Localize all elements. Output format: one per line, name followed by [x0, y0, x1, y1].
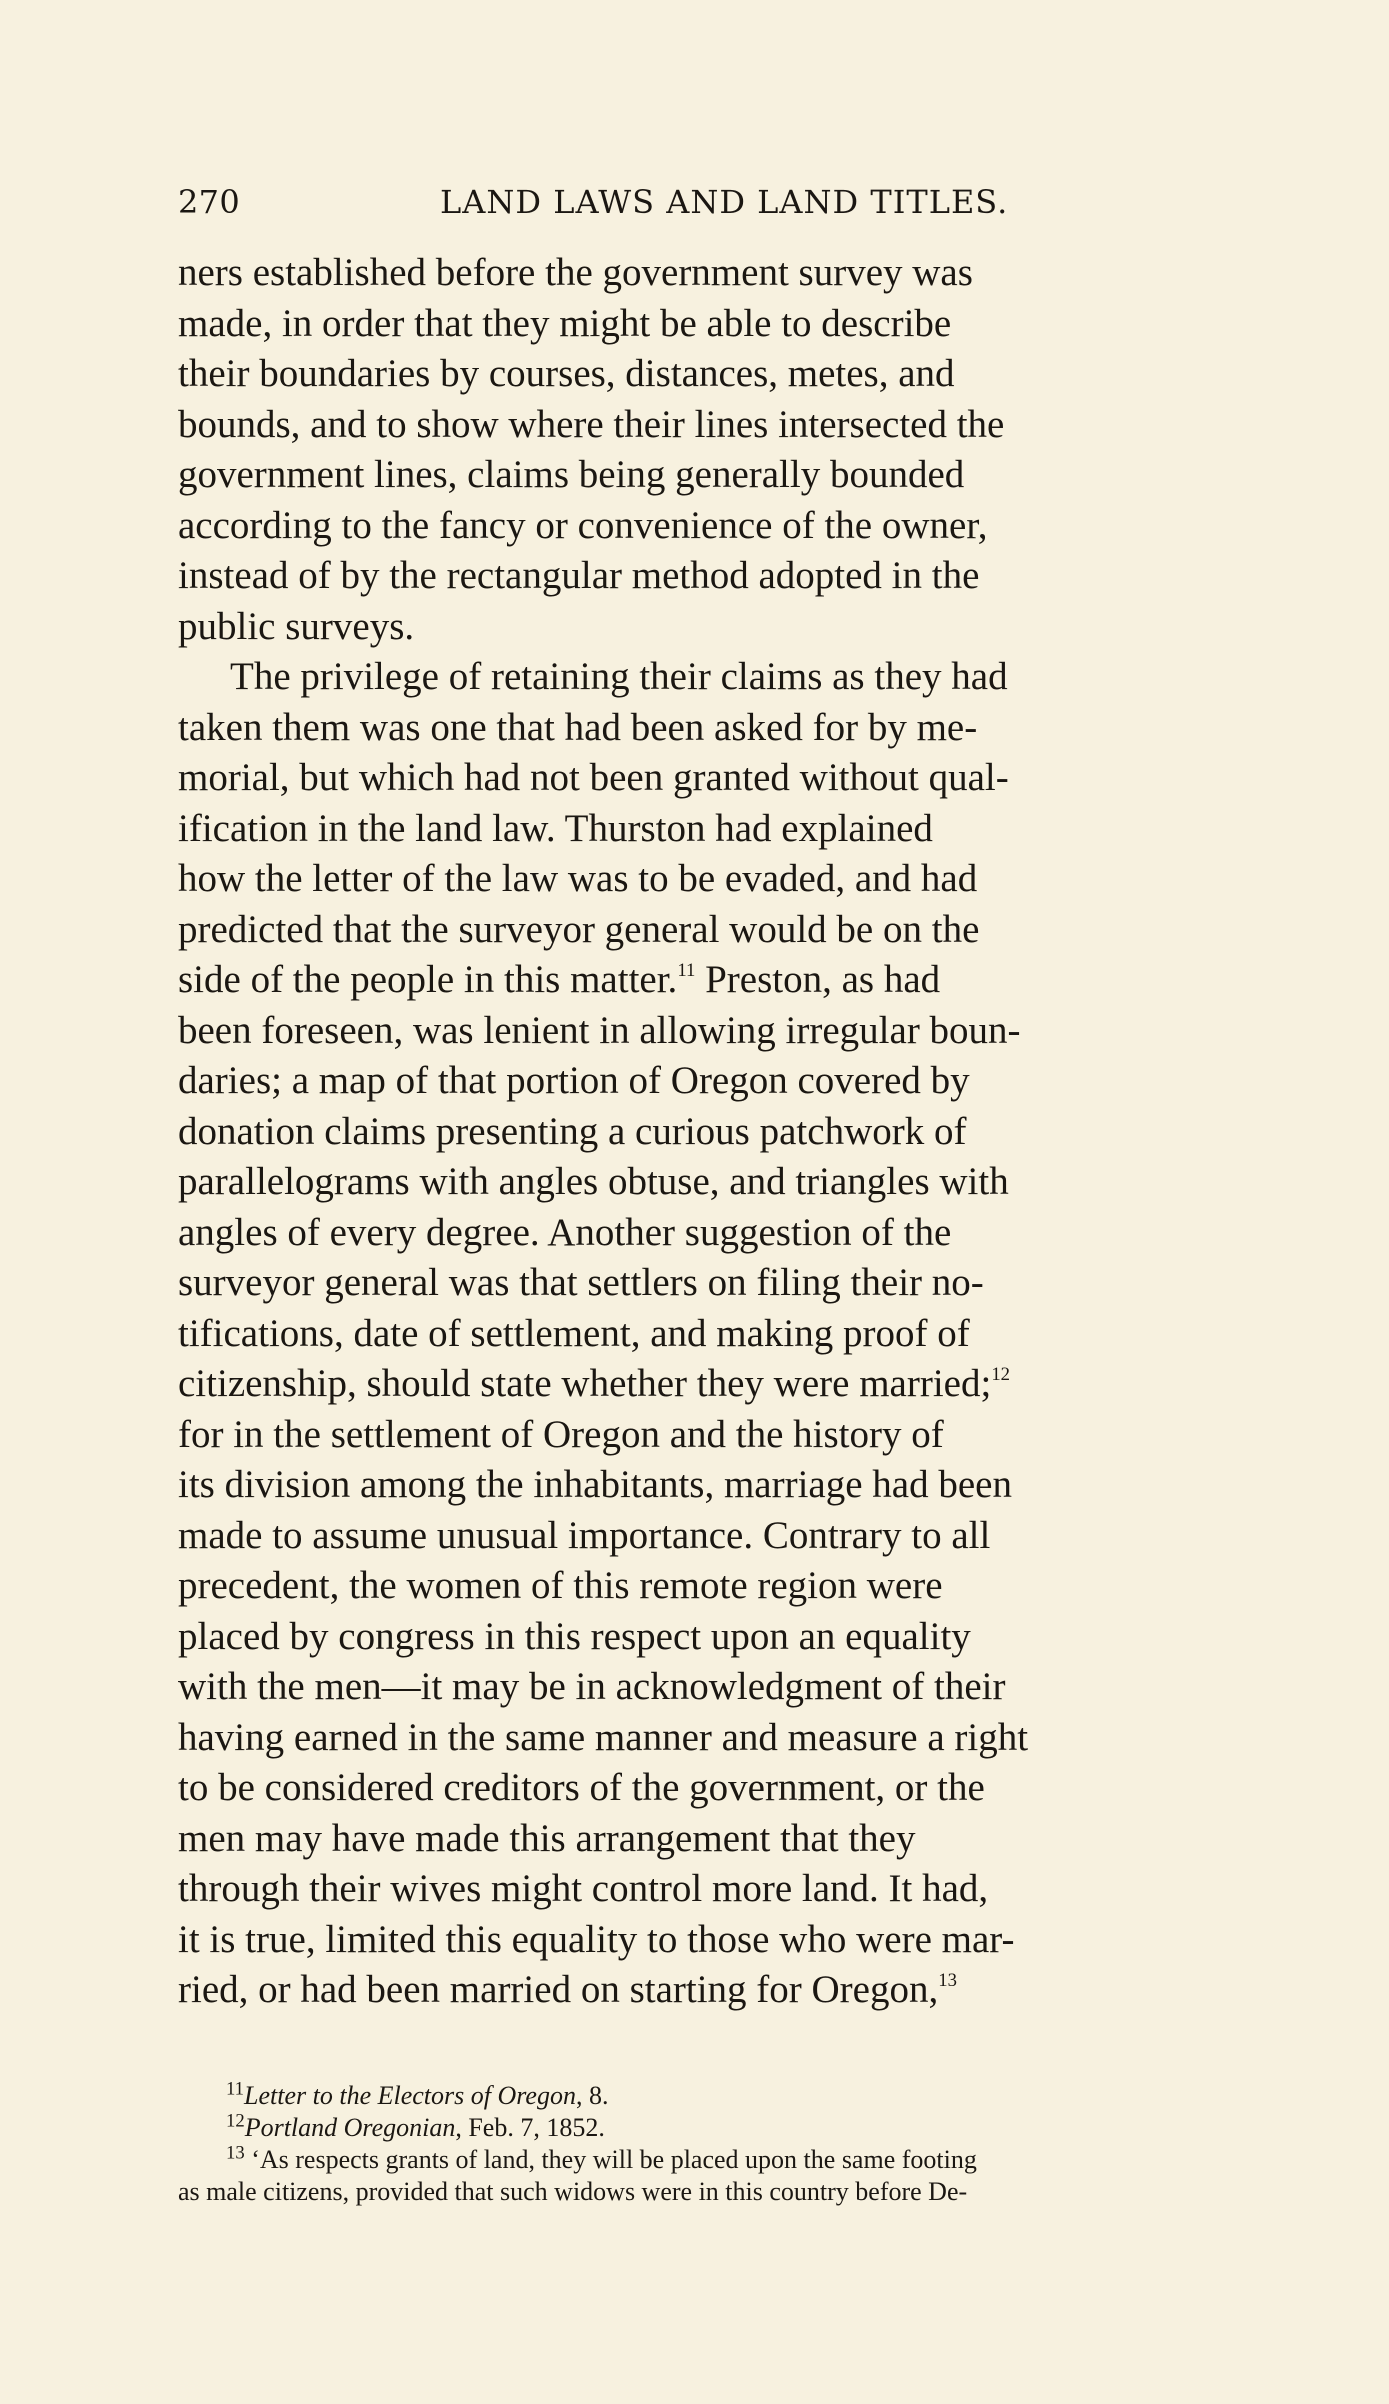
body-line [178, 1006, 1308, 1057]
body-line-text: having earned in the same manner and measure a right [178, 1715, 1029, 1759]
body-line [178, 1107, 1308, 1158]
page-number: 270 [178, 183, 240, 221]
body-line-text: it is true, limited this equality to those who were mar- [178, 1917, 1015, 1961]
body-line-text: to be considered creditors of the government, or the [178, 1766, 985, 1809]
body-line-text: side of the people in this matter. [178, 958, 678, 1001]
body-line [178, 854, 1308, 905]
body-line [178, 1763, 1308, 1814]
body-line [178, 248, 1308, 299]
footnote-title: Letter to the Electors of Oregon [244, 2081, 576, 2110]
body-line-text: through their wives might control more land. It had, [178, 1867, 989, 1910]
body-line [178, 1965, 1308, 2016]
footnote [178, 2176, 1308, 2208]
body-line-text: men may have made this arrangement that they [178, 1816, 916, 1860]
body-line-text: bounds, and to show where their lines intersected the [178, 402, 1005, 446]
page-header [178, 178, 1218, 226]
footnote-reference: 12 [991, 1363, 1011, 1385]
body-line-text: daries; a map of that portion of Oregon covered by [178, 1059, 970, 1102]
body-line-text: precedent, the women of this remote region were [178, 1564, 943, 1607]
body-line [178, 1056, 1308, 1107]
body-line [178, 1612, 1308, 1663]
body-line [178, 703, 1308, 754]
footnote-reference: 11 [677, 959, 696, 981]
body-line-text: ried, or had been married on starting for Oregon, [178, 1968, 939, 2011]
body-line [178, 1864, 1308, 1915]
body-line [178, 501, 1308, 552]
body-line-text: parallelograms with angles obtuse, and triangles with [178, 1160, 1009, 1203]
body-line-text: surveyor general was that settlers on filing their no- [178, 1261, 984, 1304]
body-line-text: public surveys. [178, 604, 415, 648]
body-line [178, 349, 1308, 400]
footnote-number: 12 [226, 2112, 245, 2132]
body-line-continuation: Preston, as had [695, 958, 941, 1001]
body-line-text: instead of by the rectangular method adopted in the [178, 554, 980, 597]
body-line-text: been foreseen, was lenient in allowing irregular boun- [178, 1008, 1021, 1052]
body-line [178, 652, 1308, 703]
body-line [178, 1915, 1308, 1966]
footnotes [178, 2080, 1308, 2208]
body-line-text: morial, but which had not been granted without qual- [178, 756, 1009, 799]
body-line-text: placed by congress in this respect upon an equality [178, 1614, 971, 1658]
body-text [178, 248, 1308, 2016]
body-line-text: government lines, claims being generally bounded [178, 453, 965, 496]
body-line-text: their boundaries by courses, distances, metes, and [178, 352, 955, 395]
body-line-text: predicted that the surveyor general would be on the [178, 907, 980, 951]
body-line-text: made, in order that they might be able to describe [178, 301, 952, 345]
body-line-text: made to assume unusual importance. Contrary to all [178, 1513, 991, 1557]
body-line [178, 1713, 1308, 1764]
footnote-title: Portland Oregonian [244, 2113, 456, 2142]
body-line [178, 400, 1308, 451]
body-line-text: with the men—it may be in acknowledgment of their [178, 1665, 1006, 1708]
body-line [178, 1511, 1308, 1562]
body-line-text: The privilege of retaining their claims as they had [230, 655, 1008, 698]
body-line-text: angles of every degree. Another suggestion of the [178, 1210, 952, 1254]
body-line [178, 450, 1308, 501]
body-line-text: ification in the land law. Thurston had explained [178, 806, 933, 850]
running-head: LAND LAWS AND LAND TITLES. [440, 183, 1009, 221]
body-line-text: taken them was one that had been asked for by me- [178, 705, 978, 749]
footnote-number: 13 [226, 2144, 245, 2164]
footnote-text: as male citizens, provided that such widows were in this country before De- [178, 2177, 968, 2206]
body-line [178, 1662, 1308, 1713]
body-line [178, 1561, 1308, 1612]
footnote-text: ‘As respects grants of land, they will be placed upon the same footing [244, 2145, 977, 2174]
footnote-reference: 13 [938, 1969, 957, 1991]
body-line [178, 905, 1308, 956]
body-line [178, 299, 1308, 350]
body-line [178, 1157, 1308, 1208]
body-line-text: its division among the inhabitants, marriage had been [178, 1463, 1012, 1506]
footnote [178, 2144, 1308, 2176]
body-line [178, 602, 1308, 653]
footnote-number: 11 [226, 2080, 245, 2100]
body-line [178, 804, 1308, 855]
footnote [178, 2112, 1308, 2144]
body-line-text: according to the fancy or convenience of the owner, [178, 503, 988, 547]
footnote-text: , 8. [575, 2081, 609, 2110]
footnote-text: , Feb. 7, 1852. [455, 2113, 605, 2142]
body-line [178, 955, 1308, 1006]
body-line-text: how the letter of the law was to be evaded, and had [178, 857, 978, 900]
body-line [178, 551, 1308, 602]
body-line-text: for in the settlement of Oregon and the history of [178, 1412, 944, 1456]
body-line [178, 1410, 1308, 1461]
body-line-text: donation claims presenting a curious patchwork of [178, 1109, 967, 1153]
body-line-text: citizenship, should state whether they were married; [178, 1362, 992, 1405]
body-line [178, 1359, 1308, 1410]
body-line [178, 1460, 1308, 1511]
body-line [178, 1309, 1308, 1360]
body-line [178, 753, 1308, 804]
footnote [178, 2080, 1308, 2112]
body-line [178, 1258, 1308, 1309]
body-line-text: tifications, date of settlement, and making proof of [178, 1311, 970, 1355]
body-line-text: ners established before the government survey was [178, 251, 973, 294]
body-line [178, 1208, 1308, 1259]
body-line [178, 1814, 1308, 1865]
